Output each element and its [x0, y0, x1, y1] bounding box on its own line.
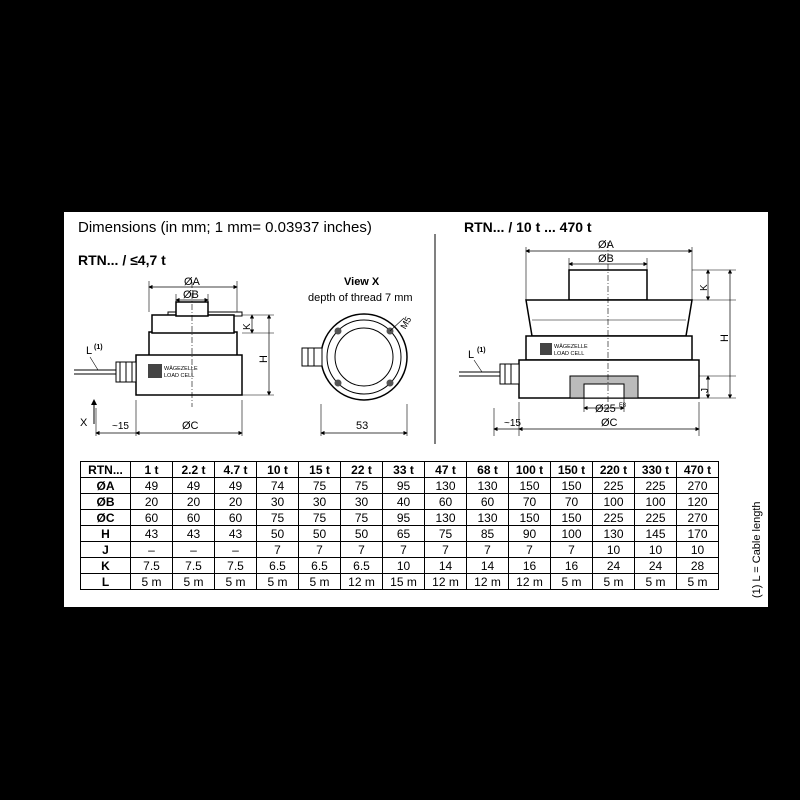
table-cell: 6.5 [257, 558, 299, 574]
table-cell: 10 [593, 542, 635, 558]
table-header-cell: 100 t [509, 462, 551, 478]
table-cell: 270 [677, 510, 719, 526]
dim-bore: Ø25 [595, 403, 616, 415]
table-cell: 5 m [299, 574, 341, 590]
table-cell: 10 [383, 558, 425, 574]
table-cell: 100 [551, 526, 593, 542]
table-cell: 75 [257, 510, 299, 526]
dim-K-small: K [242, 323, 253, 330]
dim-H-small: H [258, 355, 270, 363]
right-heading: RTN... / 10 t ... 470 t [464, 219, 592, 235]
row-label: K [81, 558, 131, 574]
table-cell: 130 [425, 478, 467, 494]
table-cell: 10 [635, 542, 677, 558]
dim-C-large: ØC [601, 417, 618, 429]
table-cell: 150 [509, 510, 551, 526]
table-cell: 75 [299, 510, 341, 526]
table-cell: 65 [383, 526, 425, 542]
table-cell: 7 [551, 542, 593, 558]
table-cell: 12 m [341, 574, 383, 590]
table-cell: 75 [425, 526, 467, 542]
table-cell: 7 [257, 542, 299, 558]
dim-bore-tol: F8 [619, 403, 627, 409]
table-cell: 28 [677, 558, 719, 574]
table-header-cell: 4.7 t [215, 462, 257, 478]
dim-B-small: ØB [183, 289, 199, 301]
table-header-cell: 15 t [299, 462, 341, 478]
cell-label-1-large: WÄGEZELLE [554, 344, 588, 350]
row-label: J [81, 542, 131, 558]
row-label: H [81, 526, 131, 542]
table-cell: 5 m [593, 574, 635, 590]
table-cell: 5 m [551, 574, 593, 590]
table-cell: 43 [173, 526, 215, 542]
table-cell: 60 [131, 510, 173, 526]
table-cell: 30 [341, 494, 383, 510]
table-cell: 225 [593, 510, 635, 526]
table-cell: 120 [677, 494, 719, 510]
table-cell: 74 [257, 478, 299, 494]
table-header-cell: 47 t [425, 462, 467, 478]
table-cell: 50 [299, 526, 341, 542]
row-label: ØC [81, 510, 131, 526]
cell-label-1: WÄGEZELLE [164, 366, 198, 372]
table-cell: 16 [509, 558, 551, 574]
cell-label-2: LOAD CELL [164, 373, 195, 379]
table-cell: 75 [299, 478, 341, 494]
dimension-table [80, 461, 719, 590]
table-cell: 16 [551, 558, 593, 574]
table-cell: 60 [215, 510, 257, 526]
table-cell: 130 [425, 510, 467, 526]
row-label: L [81, 574, 131, 590]
table-cell: 130 [467, 510, 509, 526]
table-cell: 100 [593, 494, 635, 510]
table-cell: 5 m [173, 574, 215, 590]
drawing-sheet [64, 212, 768, 607]
table-cell: 7.5 [173, 558, 215, 574]
note-ref-large: (1) [477, 347, 486, 354]
table-cell: 40 [383, 494, 425, 510]
table-cell: 20 [215, 494, 257, 510]
table-cell: 49 [215, 478, 257, 494]
table-header-cell: 470 t [677, 462, 719, 478]
small-load-cell-side-view [74, 276, 274, 436]
dim-L-small: L [86, 345, 93, 357]
table-cell: 7.5 [215, 558, 257, 574]
thread-label: M5 [398, 314, 414, 331]
table-cell: 60 [173, 510, 215, 526]
table-cell: 95 [383, 478, 425, 494]
table-header-cell: RTN... [81, 462, 131, 478]
table-cell: 75 [341, 478, 383, 494]
table-cell: 5 m [635, 574, 677, 590]
table-cell: 5 m [215, 574, 257, 590]
table-row [81, 494, 719, 510]
table-header-cell: 1 t [131, 462, 173, 478]
dim-A-large: ØA [598, 239, 614, 251]
table-cell: 7 [425, 542, 467, 558]
table-row [81, 526, 719, 542]
table-cell: 7 [509, 542, 551, 558]
table-cell: 30 [299, 494, 341, 510]
table-cell: 15 m [383, 574, 425, 590]
left-heading: RTN... / ≤4,7 t [78, 252, 166, 268]
table-cell: 5 m [677, 574, 719, 590]
table-cell: 20 [173, 494, 215, 510]
table-cell: 43 [215, 526, 257, 542]
table-cell: 7 [299, 542, 341, 558]
table-cell: 60 [467, 494, 509, 510]
table-cell: 70 [509, 494, 551, 510]
table-cell: 49 [173, 478, 215, 494]
table-cell: 14 [425, 558, 467, 574]
table-header-cell: 33 t [383, 462, 425, 478]
table-row [81, 478, 719, 494]
table-cell: 20 [131, 494, 173, 510]
table-cell: 150 [551, 510, 593, 526]
dim-L-large: L [468, 349, 475, 361]
dim-H-large: H [719, 334, 731, 342]
table-cell: 12 m [509, 574, 551, 590]
dim-C-small: ØC [182, 420, 199, 432]
table-cell: 60 [425, 494, 467, 510]
table-cell: 50 [257, 526, 299, 542]
table-cell: 7 [341, 542, 383, 558]
table-cell: 24 [593, 558, 635, 574]
table-row [81, 574, 719, 590]
table-cell: 225 [635, 510, 677, 526]
table-cell: 49 [131, 478, 173, 494]
table-cell: 270 [677, 478, 719, 494]
table-header-cell: 2.2 t [173, 462, 215, 478]
table-cell: 225 [635, 478, 677, 494]
table-cell: 100 [635, 494, 677, 510]
table-cell: 6.5 [299, 558, 341, 574]
table-cell: 12 m [467, 574, 509, 590]
table-cell: 95 [383, 510, 425, 526]
table-header-cell: 10 t [257, 462, 299, 478]
hbm-logo [148, 364, 162, 378]
table-header-cell: 68 t [467, 462, 509, 478]
table-cell: 150 [509, 478, 551, 494]
cell-label-2-large: LOAD CELL [554, 351, 585, 357]
dim-53: 53 [356, 420, 369, 432]
table-cell: 90 [509, 526, 551, 542]
technical-drawing [64, 212, 768, 462]
table-cell: 150 [551, 478, 593, 494]
dim-offset-large: ~15 [504, 418, 521, 429]
table-header-cell: 150 t [551, 462, 593, 478]
note-ref-small: (1) [94, 344, 103, 351]
dim-K-large: K [699, 284, 710, 291]
table-row [81, 558, 719, 574]
table-cell: 7 [467, 542, 509, 558]
table-header-cell: 330 t [635, 462, 677, 478]
table-cell: 85 [467, 526, 509, 542]
dim-J-large: J [700, 388, 711, 393]
dim-offset-small: ~15 [112, 421, 129, 432]
table-cell: 7.5 [131, 558, 173, 574]
table-cell: 225 [593, 478, 635, 494]
table-cell: 5 m [131, 574, 173, 590]
table-row [81, 542, 719, 558]
table-cell: 6.5 [341, 558, 383, 574]
table-cell: – [173, 542, 215, 558]
table-header-cell: 22 t [341, 462, 383, 478]
table-cell: 130 [593, 526, 635, 542]
table-header-row [81, 462, 719, 478]
table-cell: 130 [467, 478, 509, 494]
dim-A-small: ØA [184, 276, 200, 288]
view-x-marker: X [80, 417, 88, 429]
table-header-cell: 220 t [593, 462, 635, 478]
large-load-cell-side-view [459, 239, 736, 436]
view-x-title: View X [344, 276, 380, 288]
footnote: (1) L = Cable length [751, 501, 763, 598]
table-cell: 7 [383, 542, 425, 558]
table-cell: 75 [341, 510, 383, 526]
dim-B-large: ØB [598, 253, 614, 265]
table-cell: – [131, 542, 173, 558]
table-cell: 10 [677, 542, 719, 558]
view-x-subtitle: depth of thread 7 mm [308, 292, 413, 304]
table-cell: 30 [257, 494, 299, 510]
table-cell: 43 [131, 526, 173, 542]
view-x [302, 276, 413, 436]
table-cell: 5 m [257, 574, 299, 590]
table-row [81, 510, 719, 526]
table-cell: – [215, 542, 257, 558]
table-cell: 145 [635, 526, 677, 542]
table-cell: 14 [467, 558, 509, 574]
row-label: ØB [81, 494, 131, 510]
table-cell: 12 m [425, 574, 467, 590]
row-label: ØA [81, 478, 131, 494]
table-cell: 170 [677, 526, 719, 542]
table-cell: 24 [635, 558, 677, 574]
table-cell: 50 [341, 526, 383, 542]
page-title: Dimensions (in mm; 1 mm= 0.03937 inches) [78, 219, 372, 236]
table-cell: 70 [551, 494, 593, 510]
